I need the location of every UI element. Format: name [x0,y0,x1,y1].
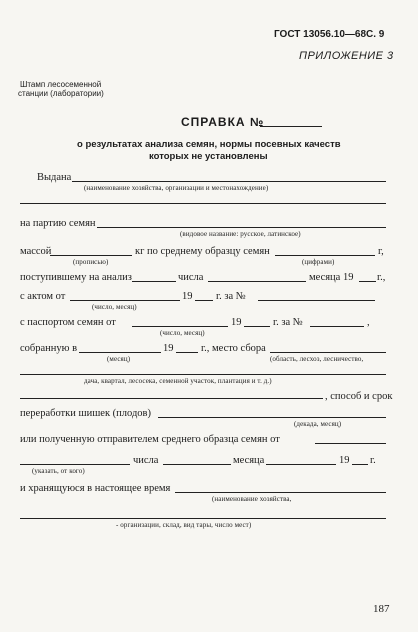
stored-label: и хранящуюся в настоящее время [20,483,171,494]
stamp-line-1: Штамп лесосеменной [20,80,102,89]
processing-field[interactable] [158,417,386,418]
subtitle-line-1: о результатах анализа семян, нормы посевных качеств [77,139,341,150]
batch-caption: (видовое название: русское, латинское) [180,230,301,238]
collection-place-caption: (область, лесхоз, лесничество, [270,355,364,363]
passport-number-field[interactable] [310,326,364,327]
obtained-year-prefix: 19 [339,455,350,466]
page-ref: С. 9 [366,29,385,40]
obtained-day-label: числа [133,455,159,466]
page-number: 187 [373,603,390,615]
act-label: с актом от [20,291,66,302]
collected-year-field[interactable] [176,352,198,353]
passport-year-prefix: 19 [231,317,242,328]
issued-to-field[interactable] [72,181,386,182]
received-year-field[interactable] [359,281,376,282]
collection-place-field-2[interactable] [20,374,386,375]
act-date-caption: (число, месяц) [92,303,137,311]
passport-label: с паспортом семян от [20,317,116,328]
mass-digits-field[interactable] [275,255,375,256]
act-number-label: г. за № [216,291,246,302]
collection-place-label: г., место сбора [201,343,266,354]
month-label: месяца 19 [309,272,354,283]
received-label: поступившему на анализ [20,272,132,283]
collected-year-prefix: 19 [163,343,174,354]
passport-number-label: г. за № [273,317,303,328]
method-label: , способ и срок [325,391,393,402]
batch-field[interactable] [97,227,386,228]
act-number-field[interactable] [258,300,375,301]
day-label: числа [178,272,204,283]
mass-label: массой [20,246,52,257]
form-title: СПРАВКА № [181,115,265,129]
collection-place-field[interactable] [270,352,386,353]
passport-date-caption: (число, месяц) [160,329,205,337]
stored-field[interactable] [175,492,386,493]
passport-comma: , [367,317,370,328]
obtained-year-suffix: г. [370,455,376,466]
obtained-label: или полученную отправителем среднего образца семян от [20,434,280,445]
year-suffix-label: г., [377,272,386,283]
appendix-label: ПРИЛОЖЕНИЕ 3 [299,50,394,62]
batch-label: на партию семян [20,218,96,229]
received-day-field[interactable] [132,281,176,282]
collection-place-caption-2: дача, квартал, лесосека, семенной участок, плантация и т. д.) [84,377,272,385]
subtitle-line-2: которых не установлены [149,151,268,162]
collected-month-caption: (месяц) [107,355,131,363]
act-year-prefix: 19 [182,291,193,302]
per-sample-label: кг по среднему образцу семян [135,246,270,257]
stored-caption: (наименование хозяйства, [212,495,292,503]
issued-to-field-2[interactable] [20,203,386,204]
certificate-number-field[interactable] [260,126,322,127]
received-month-field[interactable] [208,281,306,282]
collected-month-field[interactable] [79,352,161,353]
obtained-from-field[interactable] [315,443,386,444]
stamp-line-2: станции (лаборатории) [18,89,104,98]
passport-date-field[interactable] [132,326,228,327]
grams-label: г, [378,246,384,257]
obtained-year-field[interactable] [352,464,368,465]
method-field[interactable] [20,398,323,399]
obtained-month-field[interactable] [266,464,336,465]
mass-digits-caption: (цифрами) [302,258,335,266]
act-year-field[interactable] [195,300,213,301]
obtained-day-field[interactable] [163,464,231,465]
issued-to-caption: (наименование хозяйства, организации и местонахождение) [84,184,269,192]
collected-label: собранную в [20,343,78,354]
mass-words-field[interactable] [50,255,132,256]
stored-field-2[interactable] [20,518,386,519]
processing-caption: (декада, месяц) [294,420,342,428]
obtained-month-label: месяца [233,455,265,466]
act-date-field[interactable] [70,300,180,301]
standard-number: ГОСТ 13056.10—68 [274,29,367,40]
processing-label: переработки шишек (плодов) [20,408,152,419]
obtained-from-caption: (указать, от кого) [32,467,85,475]
obtained-from-field-2[interactable] [20,464,130,465]
stored-caption-2: - организации, склад, вид тары, число мест) [116,521,252,529]
mass-words-caption: (прописью) [73,258,109,266]
passport-year-field[interactable] [244,326,270,327]
issued-to-label: Выдана [37,172,72,183]
